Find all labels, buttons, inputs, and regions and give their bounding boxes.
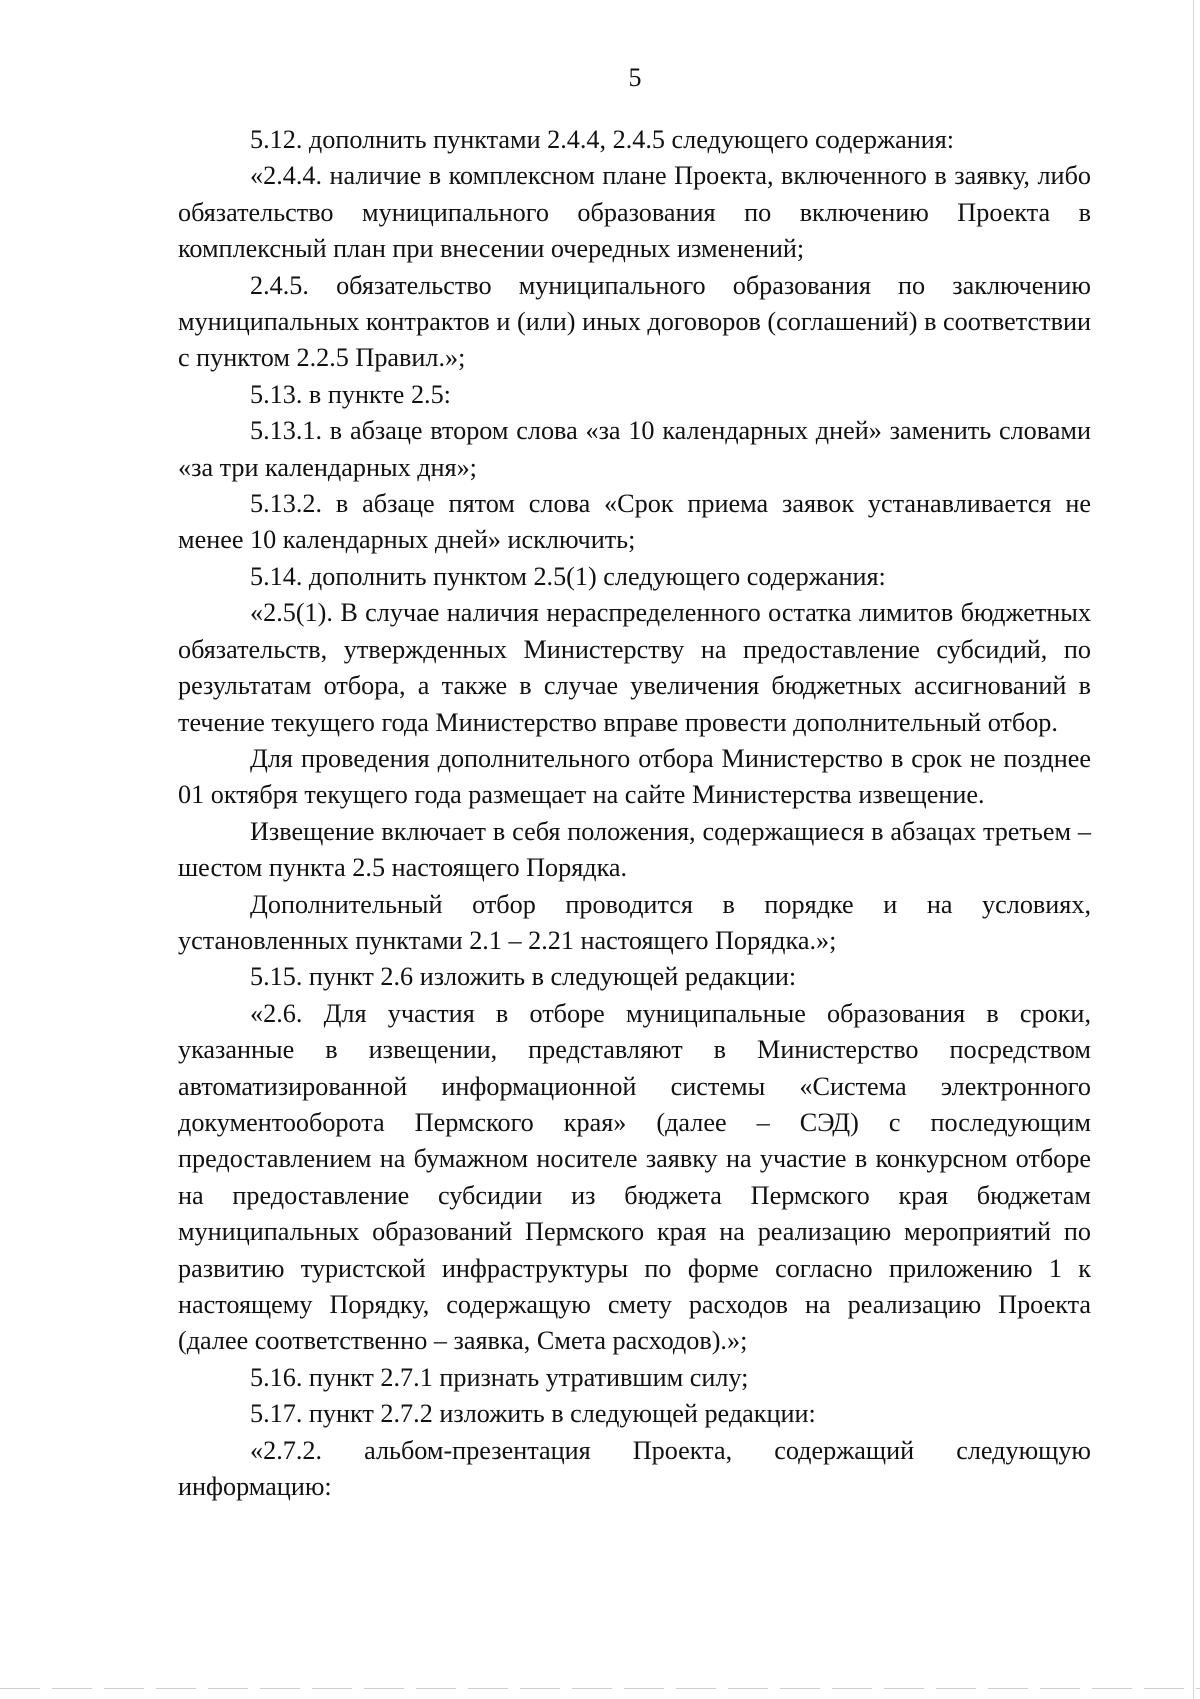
paragraph: 2.4.5. обязательство муниципального образования по заключению муниципальных контрактов и (или) иных договоров (соглашений) в соответствии с пунктом 2.2.5 Правил.»; <box>178 270 1091 373</box>
paragraph: «2.4.4. наличие в комплексном плане Проекта, включенного в заявку, либо обязательство муниципального образования по включению Проекта в комплексный план при внесении очередных изменений; <box>178 161 1091 264</box>
page-edge-right <box>1193 0 1194 1699</box>
paragraph: «2.5(1). В случае наличия нераспределенного остатка лимитов бюджетных обязательств, утвержденных Министерству на предоставление субсидий, по результатам отбора, а также в случае увеличения бюджетных ассигнований в течение текущего года Министерство вправе провести дополнительный отбор. <box>178 598 1091 737</box>
paragraph: 5.12. дополнить пунктами 2.4.4, 2.4.5 следующего содержания: <box>250 125 955 154</box>
paragraph: «2.6. Для участия в отборе муниципальные образования в сроки, указанные в извещении, представляют в Министерство посредством автоматизированной информационной системы «Система электронного документооборота Пермского края» (далее – СЭД) с последующим предоставлением на бумажном носителе заявку на участие в конкурсном отборе на предоставление субсидии из бюджета Пермского края бюджетам муниципальных образований Пермского края на реализацию мероприятий по развитию туристской инфраструктуры по форме согласно приложению 1 к настоящему Порядку, содержащую смету расходов на реализацию Проекта (далее соответственно – заявка, Смета расходов).»; <box>178 998 1091 1356</box>
document-body <box>178 122 1091 1505</box>
paragraph: Извещение включает в себя положения, содержащиеся в абзацах третьем – шестом пункта 2.5 настоящего Порядка. <box>178 816 1091 883</box>
paragraph: 5.13.2. в абзаце пятом слова «Срок приема заявок устанавливается не менее 10 календарных дней» исключить; <box>178 489 1091 555</box>
paragraph: 5.13. в пункте 2.5: <box>250 379 451 409</box>
paragraph: «2.7.2. альбом-презентация Проекта, содержащий следующую информацию: <box>178 1435 1091 1502</box>
paragraph: Для проведения дополнительного отбора Министерство в срок не позднее 01 октября текущего года размещает на сайте Министерства извещение. <box>178 743 1091 810</box>
page-number: 5 <box>628 63 642 92</box>
paragraph: 5.13.1. в абзаце втором слова «за 10 календарных дней» заменить словами «за три календарных дня»; <box>178 416 1091 482</box>
paragraph: 5.15. пункт 2.6 изложить в следующей редакции: <box>250 962 797 992</box>
paragraph: 5.16. пункт 2.7.1 признать утратившим силу; <box>250 1362 749 1392</box>
paragraph: 5.17. пункт 2.7.2 изложить в следующей редакции: <box>250 1399 816 1429</box>
page-edge-bottom <box>0 1688 1200 1689</box>
paragraph: 5.14. дополнить пунктом 2.5(1) следующего содержания: <box>250 561 886 591</box>
paragraph: Дополнительный отбор проводится в порядке и на условиях, установленных пунктами 2.1 – 2.21 настоящего Порядка.»; <box>178 889 1091 955</box>
